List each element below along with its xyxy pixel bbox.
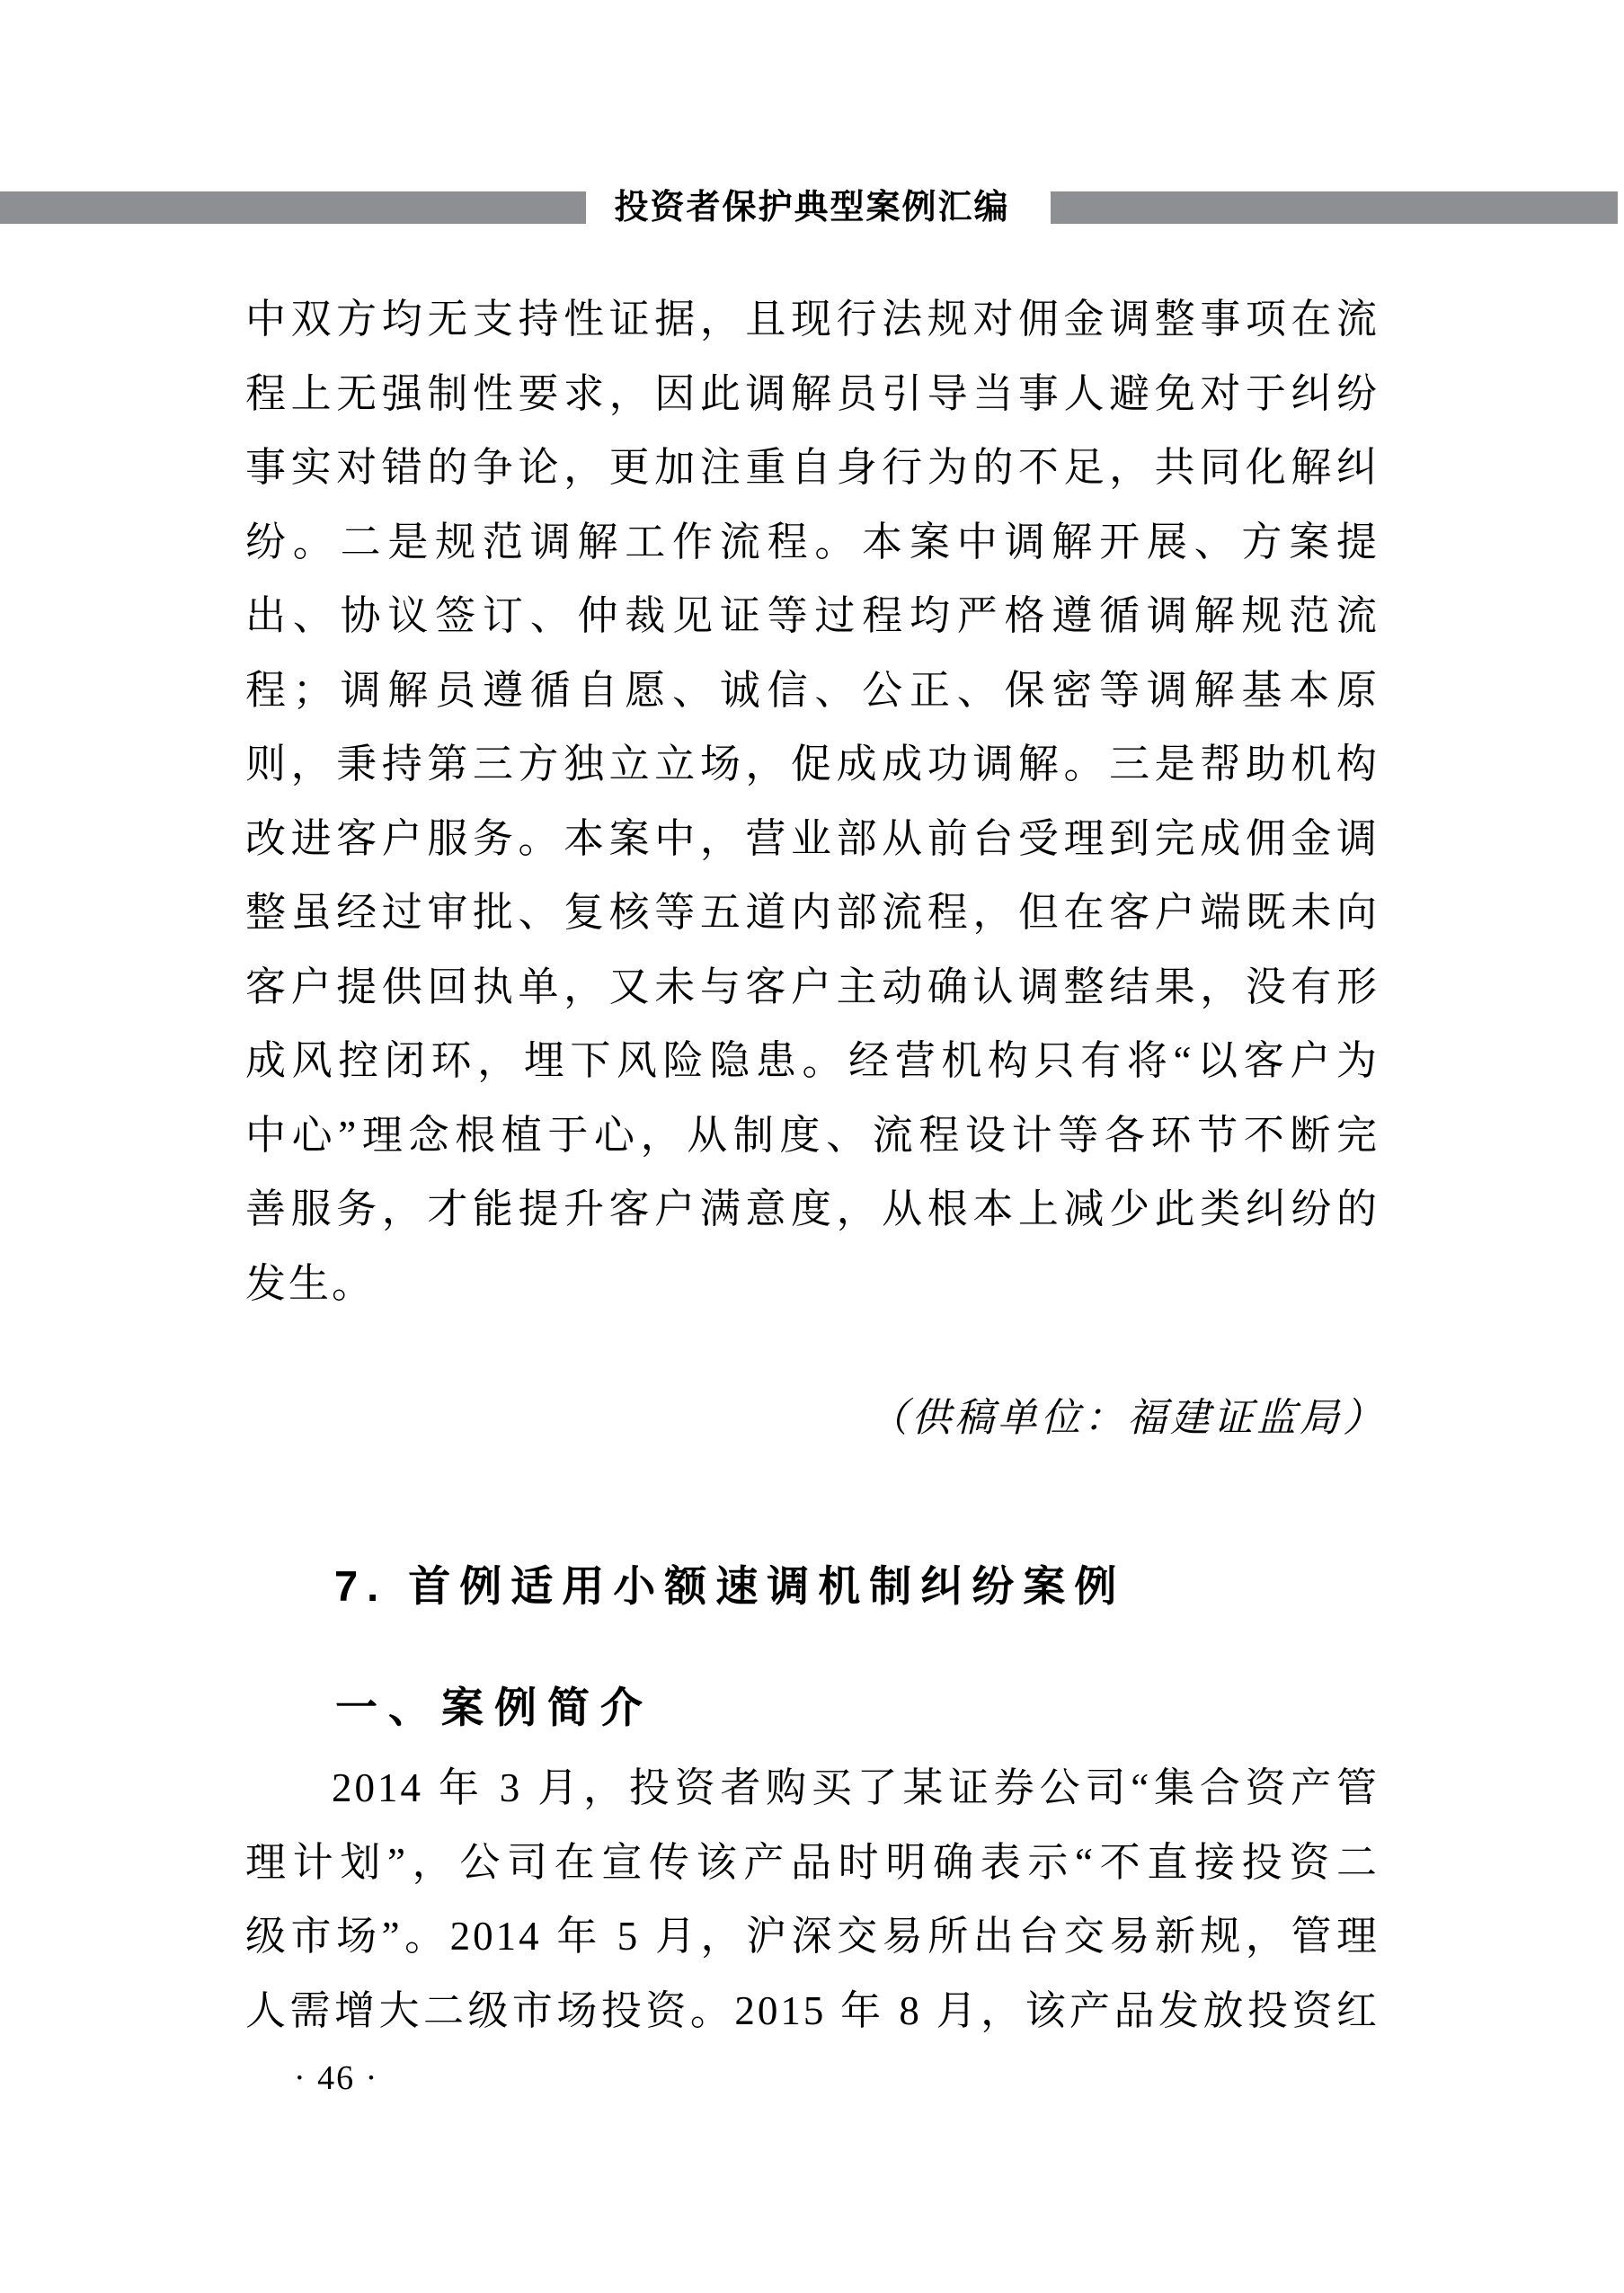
body-text-line: 人需增大二级市场投资。2015 年 8 月，该产品发放投资红 [245,1987,1380,2033]
subsection-heading: 一、案例简介 [335,1685,653,1732]
body-text-line: 中双方均无支持性证据，且现行法规对佣金调整事项在流 [245,297,1380,342]
attribution-line: （供稿单位：福建证监局） [868,1396,1386,1440]
body-text-line: 中心”理念根植于心，从制度、流程设计等各环节不断完 [245,1112,1380,1158]
body-text-line: 发生。 [245,1260,376,1306]
body-text-line: 程上无强制性要求，因此调解员引导当事人避免对于纠纷 [245,370,1380,416]
body-text-line: 级市场”。2014 年 5 月，沪深交易所出台交易新规，管理 [245,1914,1380,1959]
body-text-line: 理计划”，公司在宣传该产品时明确表示“不直接投资二 [245,1839,1380,1885]
body-text-line: 则，秉持第三方独立立场，促成成功调解。三是帮助机构 [245,742,1380,787]
running-head-title: 投资者保护典型案例汇编 [614,189,1010,227]
body-text-line: 事实对错的争论，更加注重自身行为的不足，共同化解纠 [245,445,1380,490]
section-heading: 7. 首例适用小额速调机制纠纷案例 [334,1562,1126,1610]
body-text-line: 客户提供回执单，又未与客户主动确认调整结果，没有形 [245,964,1380,1009]
section-paragraph [245,1751,1380,2048]
body-text-line: 出、协议签订、仲裁见证等过程均严格遵循调解规范流 [245,593,1380,638]
body-text-line: 成风控闭环，埋下风险隐患。经营机构只有将“以客户为 [245,1038,1380,1083]
body-text-line: 善服务，才能提升客户满意度，从根本上减少此类纠纷的 [245,1186,1380,1231]
page-number: · 46 · [294,2059,379,2097]
body-text-line: 2014 年 3 月，投资者购买了某证券公司“集合资产管 [332,1765,1380,1810]
header-rule-right [1051,191,1618,224]
body-text-line: 程；调解员遵循自愿、诚信、公正、保密等调解基本原 [245,667,1380,713]
body-text-line: 纷。二是规范调解工作流程。本案中调解开展、方案提 [245,519,1380,564]
body-text-line: 改进客户服务。本案中，营业部从前台受理到完成佣金调 [245,815,1380,861]
body-text-line: 整虽经过审批、复核等五道内部流程，但在客户端既未向 [245,890,1380,935]
paragraph-continuation [245,282,1380,1320]
